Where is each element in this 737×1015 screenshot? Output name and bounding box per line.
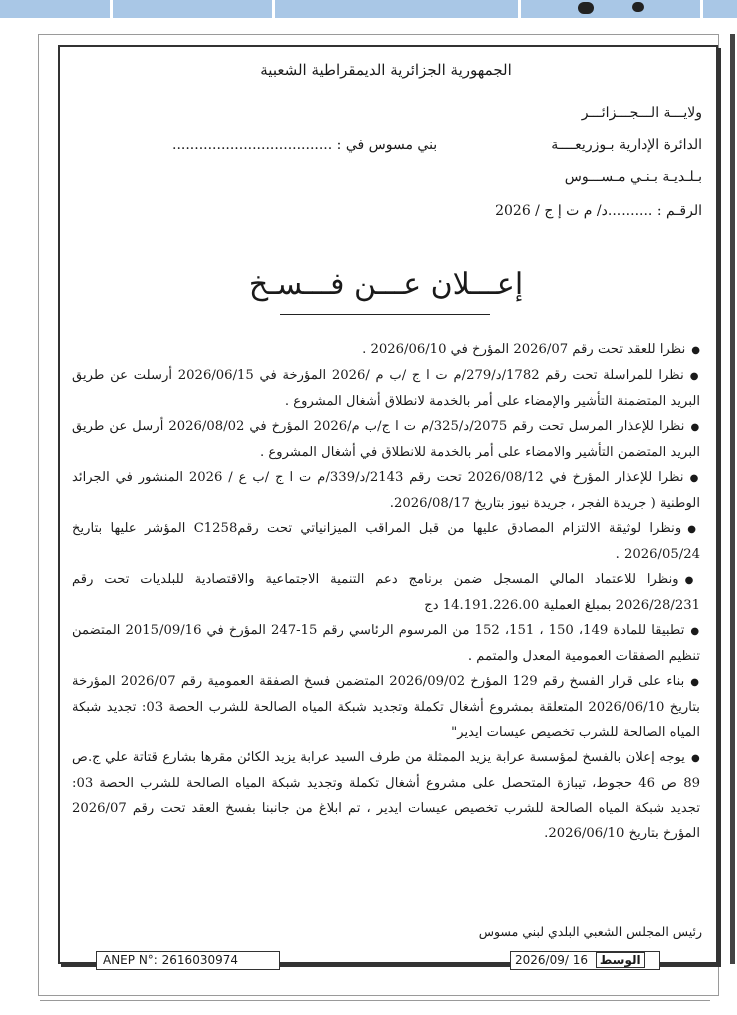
publication-date — [510, 951, 660, 970]
strip-divider — [272, 0, 275, 18]
republic-header: الجمهورية الجزائرية الديمقراطية الشعبية — [260, 61, 512, 79]
notice-item: ●تطبيقا للمادة 149، 150 ، 151، 152 من المرسوم الرئاسي رقم 15-247 المؤرخ في 2015/09/16 المتضمن تنظيم الصفقات العمومية المعدل والمتمم . — [72, 623, 700, 664]
bullet-icon: ● — [690, 626, 700, 637]
place-and-date: بني مسوس في : .................................... — [172, 137, 438, 153]
bullet-icon: ● — [690, 422, 700, 433]
publication-date-value: 2026/09/ 16 — [515, 953, 588, 967]
reference-number: الرقـم : ..........د/ م ت إ ج / 2026 — [495, 203, 702, 219]
notice-item: ●ونظرا للاعتماد المالي المسجل ضمن برنامج دعم التنمية الاجتماعية والاقتصادية للبلديات تحت رقم 2026/28/231 بمبلغ العملية 14.191.226.00 دج — [72, 572, 700, 613]
notice-item: ●نظرا للإعذار المرسل تحت رقم 2075/د/325/م ت ا ج/ب م/2026 المؤرخ في 2026/08/02 أرسل عن طريق البريد المتضمن التأشير والامضاء على أمر بالخدمة للانطلاق في أشغال المشروع . — [72, 419, 700, 460]
bullet-icon: ● — [690, 677, 700, 688]
strip-glyph — [632, 2, 644, 12]
signature-line: رئيس المجلس الشعبي البلدي لبني مسوس — [478, 924, 702, 939]
bullet-icon: ● — [689, 371, 700, 382]
wilaya-line: ولايـــة الـــجـــزائـــر — [581, 105, 702, 121]
title-underline — [280, 314, 490, 315]
notice-item: ●بناء على قرار الفسخ رقم 129 المؤرخ 2026/09/02 المتضمن فسخ الصفقة العمومية رقم 2026/07 المؤرخة بتاريخ 2026/06/10 المتعلقة بمشروع أشغال تكملة وتجديد شبكة المياه الصالحة للشرب الحصة 03: تجديد شبكة المياه الصالحة للشرب تخصيص عيسات ايدير" — [72, 674, 700, 740]
notice-items — [72, 337, 700, 846]
notice-item: ●يوجه إعلان بالفسخ لمؤسسة عرابة يزيد الممثلة من طرف السيد عرابة يزيد الكائن مقرها بشارع قتاتة علي ج.ص 89 ص 46 حجوط، تيبازة المتحصل على مشروع أشغال تكملة وتجديد شبكة المياه الصالحة للشرب الحصة 03: تجديد شبكة المياه الصالحة للشرب تخصيص عيسات ايدير ، تم ابلاغ من جانبنا بفسخ العقد تحت رقم 2026/07 المؤرخ بتاريخ 2026/06/10. — [72, 750, 701, 841]
notice-item: ●نظرا للعقد تحت رقم 2026/07 المؤرخ في 2026/06/10 . — [362, 342, 700, 357]
column-rule — [730, 34, 735, 964]
notice-item: ●نظرا للإعذار المؤرخ في 2026/08/12 تحت رقم 2143/د/339/م ت ا ج /ب ع / 2026 المنشور في الجرائد الوطنية ( جريدة الفجر ، جريدة نيوز بتاريخ 2026/08/17. — [72, 470, 700, 511]
bullet-icon: ● — [691, 345, 700, 356]
bullet-icon: ● — [684, 575, 700, 586]
bottom-rule — [40, 1000, 710, 1001]
notice-title: إعـــلان عـــن فـــسـخ — [248, 267, 524, 302]
anep-reference: ANEP N°: 2616030974 — [96, 951, 280, 970]
commune-line: بـلـديـة بـنـي مـســـوس — [564, 169, 702, 185]
notice-content — [60, 47, 712, 960]
daira-line: الدائرة الإدارية بـوزريعــــة — [551, 137, 702, 153]
bullet-icon: ● — [689, 473, 700, 484]
newspaper-name-badge: الوسط — [596, 952, 645, 968]
strip-divider — [518, 0, 521, 18]
newspaper-top-strip — [0, 0, 737, 18]
bullet-icon: ● — [690, 753, 701, 764]
notice-item: ●نظرا للمراسلة تحت رقم 1782/د/279/م ت ا ج /ب م /2026 المؤرخة في 2026/06/15 أرسلت عن طريق البريد المتضمنة التأشير والإمضاء على أمر بالخدمة لانطلاق أشغال المشروع . — [72, 368, 700, 409]
notice-item: ●ونظرا لوثيقة الالتزام المصادق عليها من قبل المراقب الميزانياتي تحت رقمC1258 المؤشر عليها بتاريخ 2026/05/24 . — [72, 521, 700, 562]
strip-divider — [110, 0, 113, 18]
strip-divider — [700, 0, 703, 18]
strip-glyph — [578, 2, 594, 14]
bullet-icon: ● — [687, 524, 700, 535]
